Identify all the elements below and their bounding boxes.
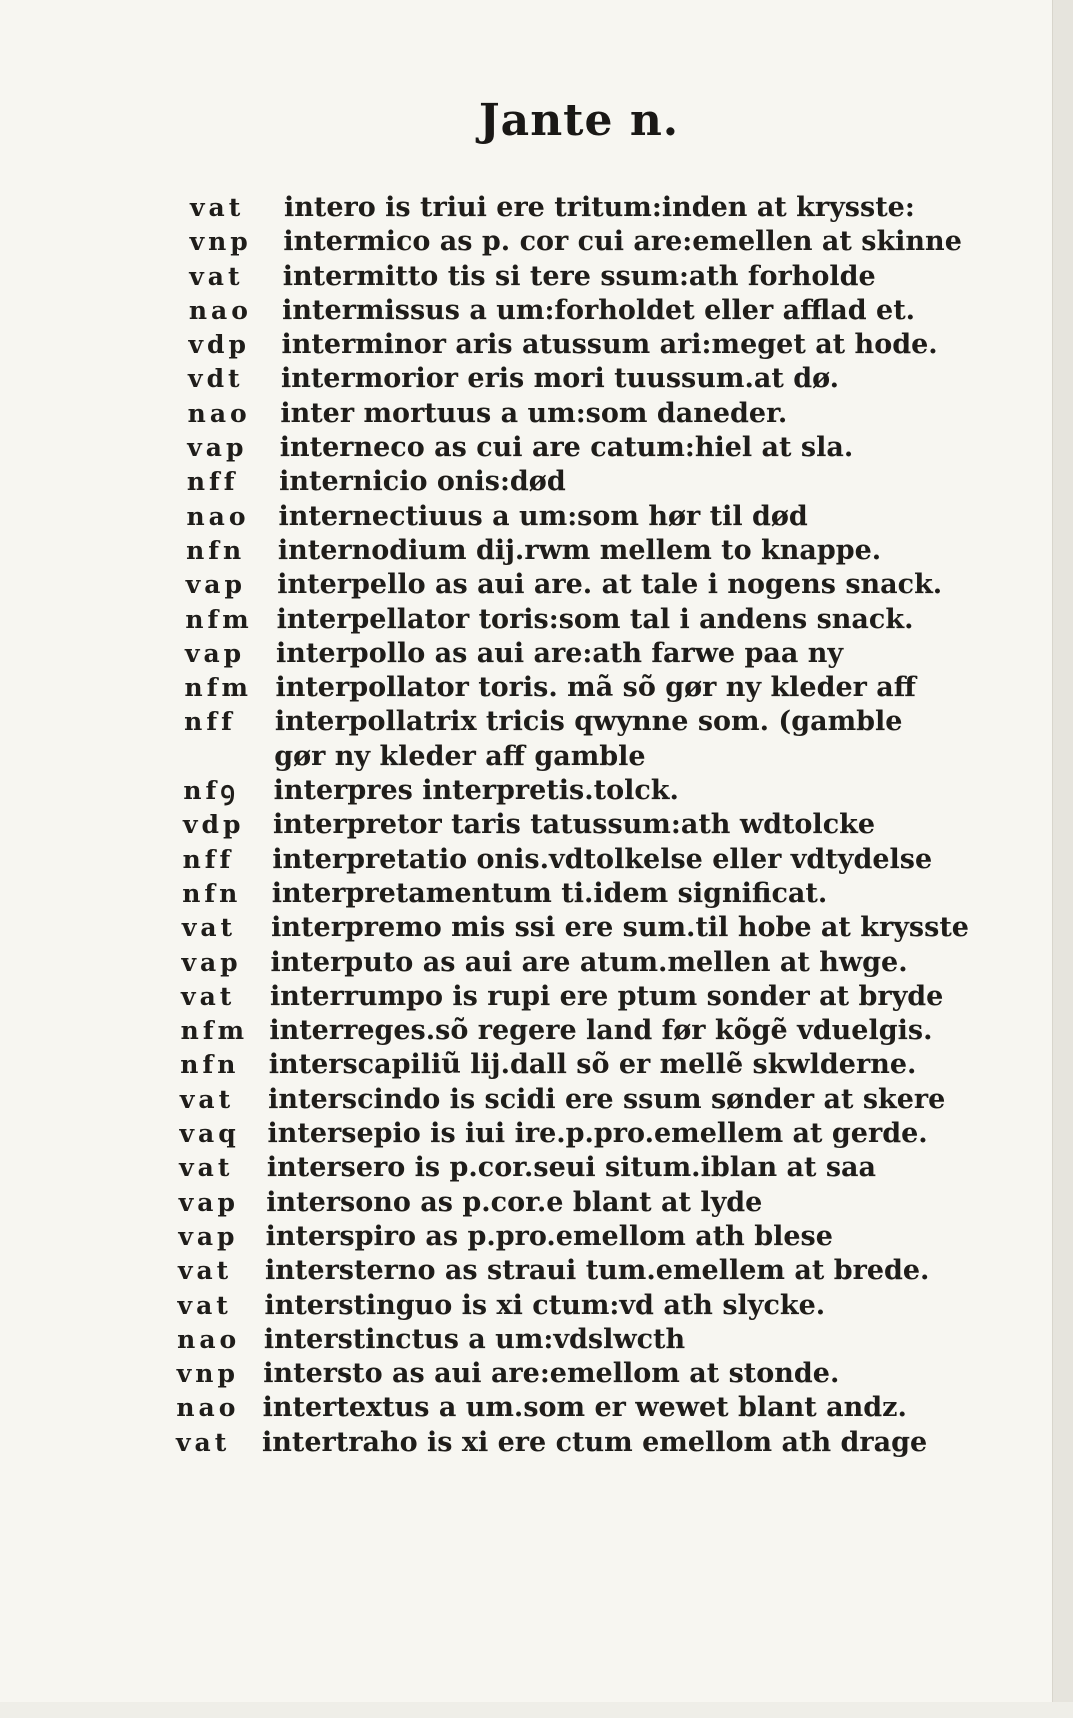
dictionary-entry xyxy=(0,225,1040,259)
entry-text: interpretor taris tatussum:ath wdtolcke xyxy=(273,809,876,841)
entry-text: intermissus a um:forholdet eller afflad et. xyxy=(282,294,916,326)
entry-grammar-code: vap xyxy=(187,433,248,463)
entry-grammar-code: nff xyxy=(182,844,235,874)
entry-grammar-code: nfn xyxy=(180,1050,240,1080)
entry-grammar-code: nfn xyxy=(186,535,246,565)
entry-grammar-code: vaq xyxy=(179,1119,240,1149)
entry-grammar-code: vat xyxy=(190,193,245,222)
dictionary-entry xyxy=(0,911,1040,945)
entry-grammar-code: nao xyxy=(186,501,250,531)
entry-text: intermitto tis si tere ssum:ath forholde xyxy=(282,260,876,292)
dictionary-entry xyxy=(0,740,1040,774)
entry-grammar-code: vat xyxy=(177,1290,232,1320)
page-title: Jante n. xyxy=(478,95,680,146)
dictionary-entry xyxy=(0,362,1040,396)
dictionary-entry xyxy=(0,1357,1040,1391)
entry-text: interscindo is scidi ere ssum sønder at skere xyxy=(268,1083,946,1115)
dictionary-entries xyxy=(0,191,1040,1460)
entry-grammar-code: vap xyxy=(185,570,246,600)
dictionary-entry xyxy=(0,877,1040,911)
dictionary-entry xyxy=(0,294,1040,328)
entry-text: interpollator toris. mã sõ gør ny kleder aff xyxy=(275,672,916,704)
entry-text: intero is triui ere tritum:inden at krysste: xyxy=(284,192,915,223)
dictionary-entry xyxy=(0,1117,1040,1151)
entry-grammar-code: vdp xyxy=(183,810,245,840)
dictionary-entry xyxy=(0,191,1040,225)
entry-text: interpellator toris:som tal i andens snack. xyxy=(276,603,914,635)
entry-text: intersono as p.cor.e blant at lyde xyxy=(266,1186,763,1218)
entry-grammar-code: vnp xyxy=(176,1359,239,1389)
entry-text: inter mortuus a um:som daneder. xyxy=(280,397,788,429)
dictionary-entry xyxy=(0,1323,1040,1357)
page-right-edge xyxy=(1052,0,1073,1718)
entry-grammar-code: nfm xyxy=(185,604,253,634)
entry-grammar-code: nfn xyxy=(182,878,242,908)
entry-grammar-code: vat xyxy=(189,261,244,291)
entry-grammar-code: vdp xyxy=(188,330,250,360)
entry-text: gør ny kleder aff gamble xyxy=(274,740,646,772)
dictionary-entry xyxy=(0,1014,1040,1048)
entry-grammar-code: nfꝯ xyxy=(183,776,239,806)
entry-text: intertextus a um.som er wewet blant andz. xyxy=(262,1392,907,1424)
dictionary-entry xyxy=(0,1391,1040,1425)
entry-grammar-code: nao xyxy=(176,1393,240,1423)
entry-text: internectiuus a um:som hør til død xyxy=(278,500,808,532)
entry-text: interpretatio onis.vdtolkelse eller vdtydelse xyxy=(272,843,933,875)
entry-text: interstinguo is xi ctum:vd ath slycke. xyxy=(264,1289,826,1321)
dictionary-entry xyxy=(0,637,1040,671)
dictionary-entry xyxy=(0,603,1040,637)
entry-text: interspiro as p.pro.emellom ath blese xyxy=(265,1220,833,1252)
page-bottom-edge xyxy=(0,1702,1073,1718)
dictionary-entry xyxy=(0,465,1040,499)
entry-text: interpello as aui are. at tale i nogens snack. xyxy=(277,569,943,601)
entry-grammar-code: nff xyxy=(184,707,236,737)
entry-text: interreges.sõ regere land før kõgẽ vduelgis. xyxy=(269,1015,933,1047)
entry-grammar-code: nao xyxy=(188,295,252,325)
dictionary-entry xyxy=(0,1151,1040,1185)
entry-grammar-code: vdt xyxy=(188,364,244,394)
dictionary-entry xyxy=(0,1426,1040,1460)
entry-text: internodium dij.rwm mellem to knappe. xyxy=(277,534,882,566)
dictionary-entry xyxy=(0,808,1040,842)
entry-text: intersterno as straui tum.emellem at brede. xyxy=(265,1255,930,1287)
entry-grammar-code: vap xyxy=(178,1187,239,1217)
entry-text: interputo as aui are atum.mellen at hwge. xyxy=(270,946,908,978)
dictionary-entry xyxy=(0,500,1040,534)
dictionary-entry xyxy=(0,843,1040,877)
entry-text: interpollo as aui are:ath farwe paa ny xyxy=(276,637,844,669)
dictionary-entry xyxy=(0,260,1040,294)
entry-grammar-code: vat xyxy=(177,1256,233,1286)
entry-text: interpollatrix tricis qwynne som. (gamble xyxy=(274,706,903,738)
entry-grammar-code: nao xyxy=(187,398,251,428)
entry-grammar-code: vat xyxy=(181,913,237,943)
dictionary-entry xyxy=(0,397,1040,431)
entry-grammar-code: nfm xyxy=(184,673,252,703)
entry-grammar-code: vap xyxy=(184,638,246,668)
dictionary-entry xyxy=(0,328,1040,362)
dictionary-entry xyxy=(0,568,1040,602)
entry-text: interpretamentum ti.idem significat. xyxy=(271,877,828,909)
entry-text: interstinctus a um:vdslwcth xyxy=(263,1323,686,1355)
entry-grammar-code: vat xyxy=(179,1084,235,1114)
dictionary-entry xyxy=(0,1048,1040,1082)
entry-text: intermico as p. cor cui are:emellen at skinne xyxy=(283,226,962,258)
entry-grammar-code: nff xyxy=(186,467,239,497)
dictionary-entry xyxy=(0,705,1040,739)
entry-text: interpremo mis ssi ere sum.til hobe at krysste xyxy=(271,912,969,944)
dictionary-entry xyxy=(0,1186,1040,1220)
entry-grammar-code: vnp xyxy=(189,227,252,257)
entry-text: intermorior eris mori tuussum.at dø. xyxy=(280,363,840,395)
entry-text: intersepio is iui ire.p.pro.emellem at gerde. xyxy=(267,1118,928,1150)
dictionary-entry xyxy=(0,534,1040,568)
dictionary-entry xyxy=(0,1220,1040,1254)
entry-grammar-code: nfm xyxy=(180,1016,249,1046)
dictionary-entry xyxy=(0,774,1040,808)
entry-grammar-code: vap xyxy=(178,1221,239,1251)
entry-grammar-code: vat xyxy=(181,981,236,1011)
dictionary-entry xyxy=(0,431,1040,465)
dictionary-entry xyxy=(0,946,1040,980)
dictionary-entry xyxy=(0,1254,1040,1288)
entry-grammar-code: vat xyxy=(176,1427,231,1457)
dictionary-entry xyxy=(0,1289,1040,1323)
entry-grammar-code: vat xyxy=(179,1153,234,1183)
entry-text: intersto as aui are:emellom at stonde. xyxy=(263,1358,840,1390)
dictionary-entry xyxy=(0,1083,1040,1117)
entry-text: interscapiliũ lij.dall sõ er mellẽ skwlderne. xyxy=(268,1049,917,1081)
entry-grammar-code: vap xyxy=(181,947,242,977)
entry-text: interneco as cui are catum:hiel at sla. xyxy=(279,432,854,464)
entry-text: internicio onis:død xyxy=(279,466,566,498)
entry-text: intersero is p.cor.seui situm.iblan at saa xyxy=(266,1152,877,1184)
entry-text: interminor aris atussum ari:meget at hode. xyxy=(281,329,938,361)
entry-grammar-code: nao xyxy=(177,1324,241,1354)
dictionary-entry xyxy=(0,671,1040,705)
entry-text: intertraho is xi ere ctum emellom ath drage xyxy=(262,1426,928,1458)
entry-text: interpres interpretis.tolck. xyxy=(273,775,679,807)
entry-text: interrumpo is rupi ere ptum sonder at bryde xyxy=(269,980,944,1012)
dictionary-entry xyxy=(0,980,1040,1014)
